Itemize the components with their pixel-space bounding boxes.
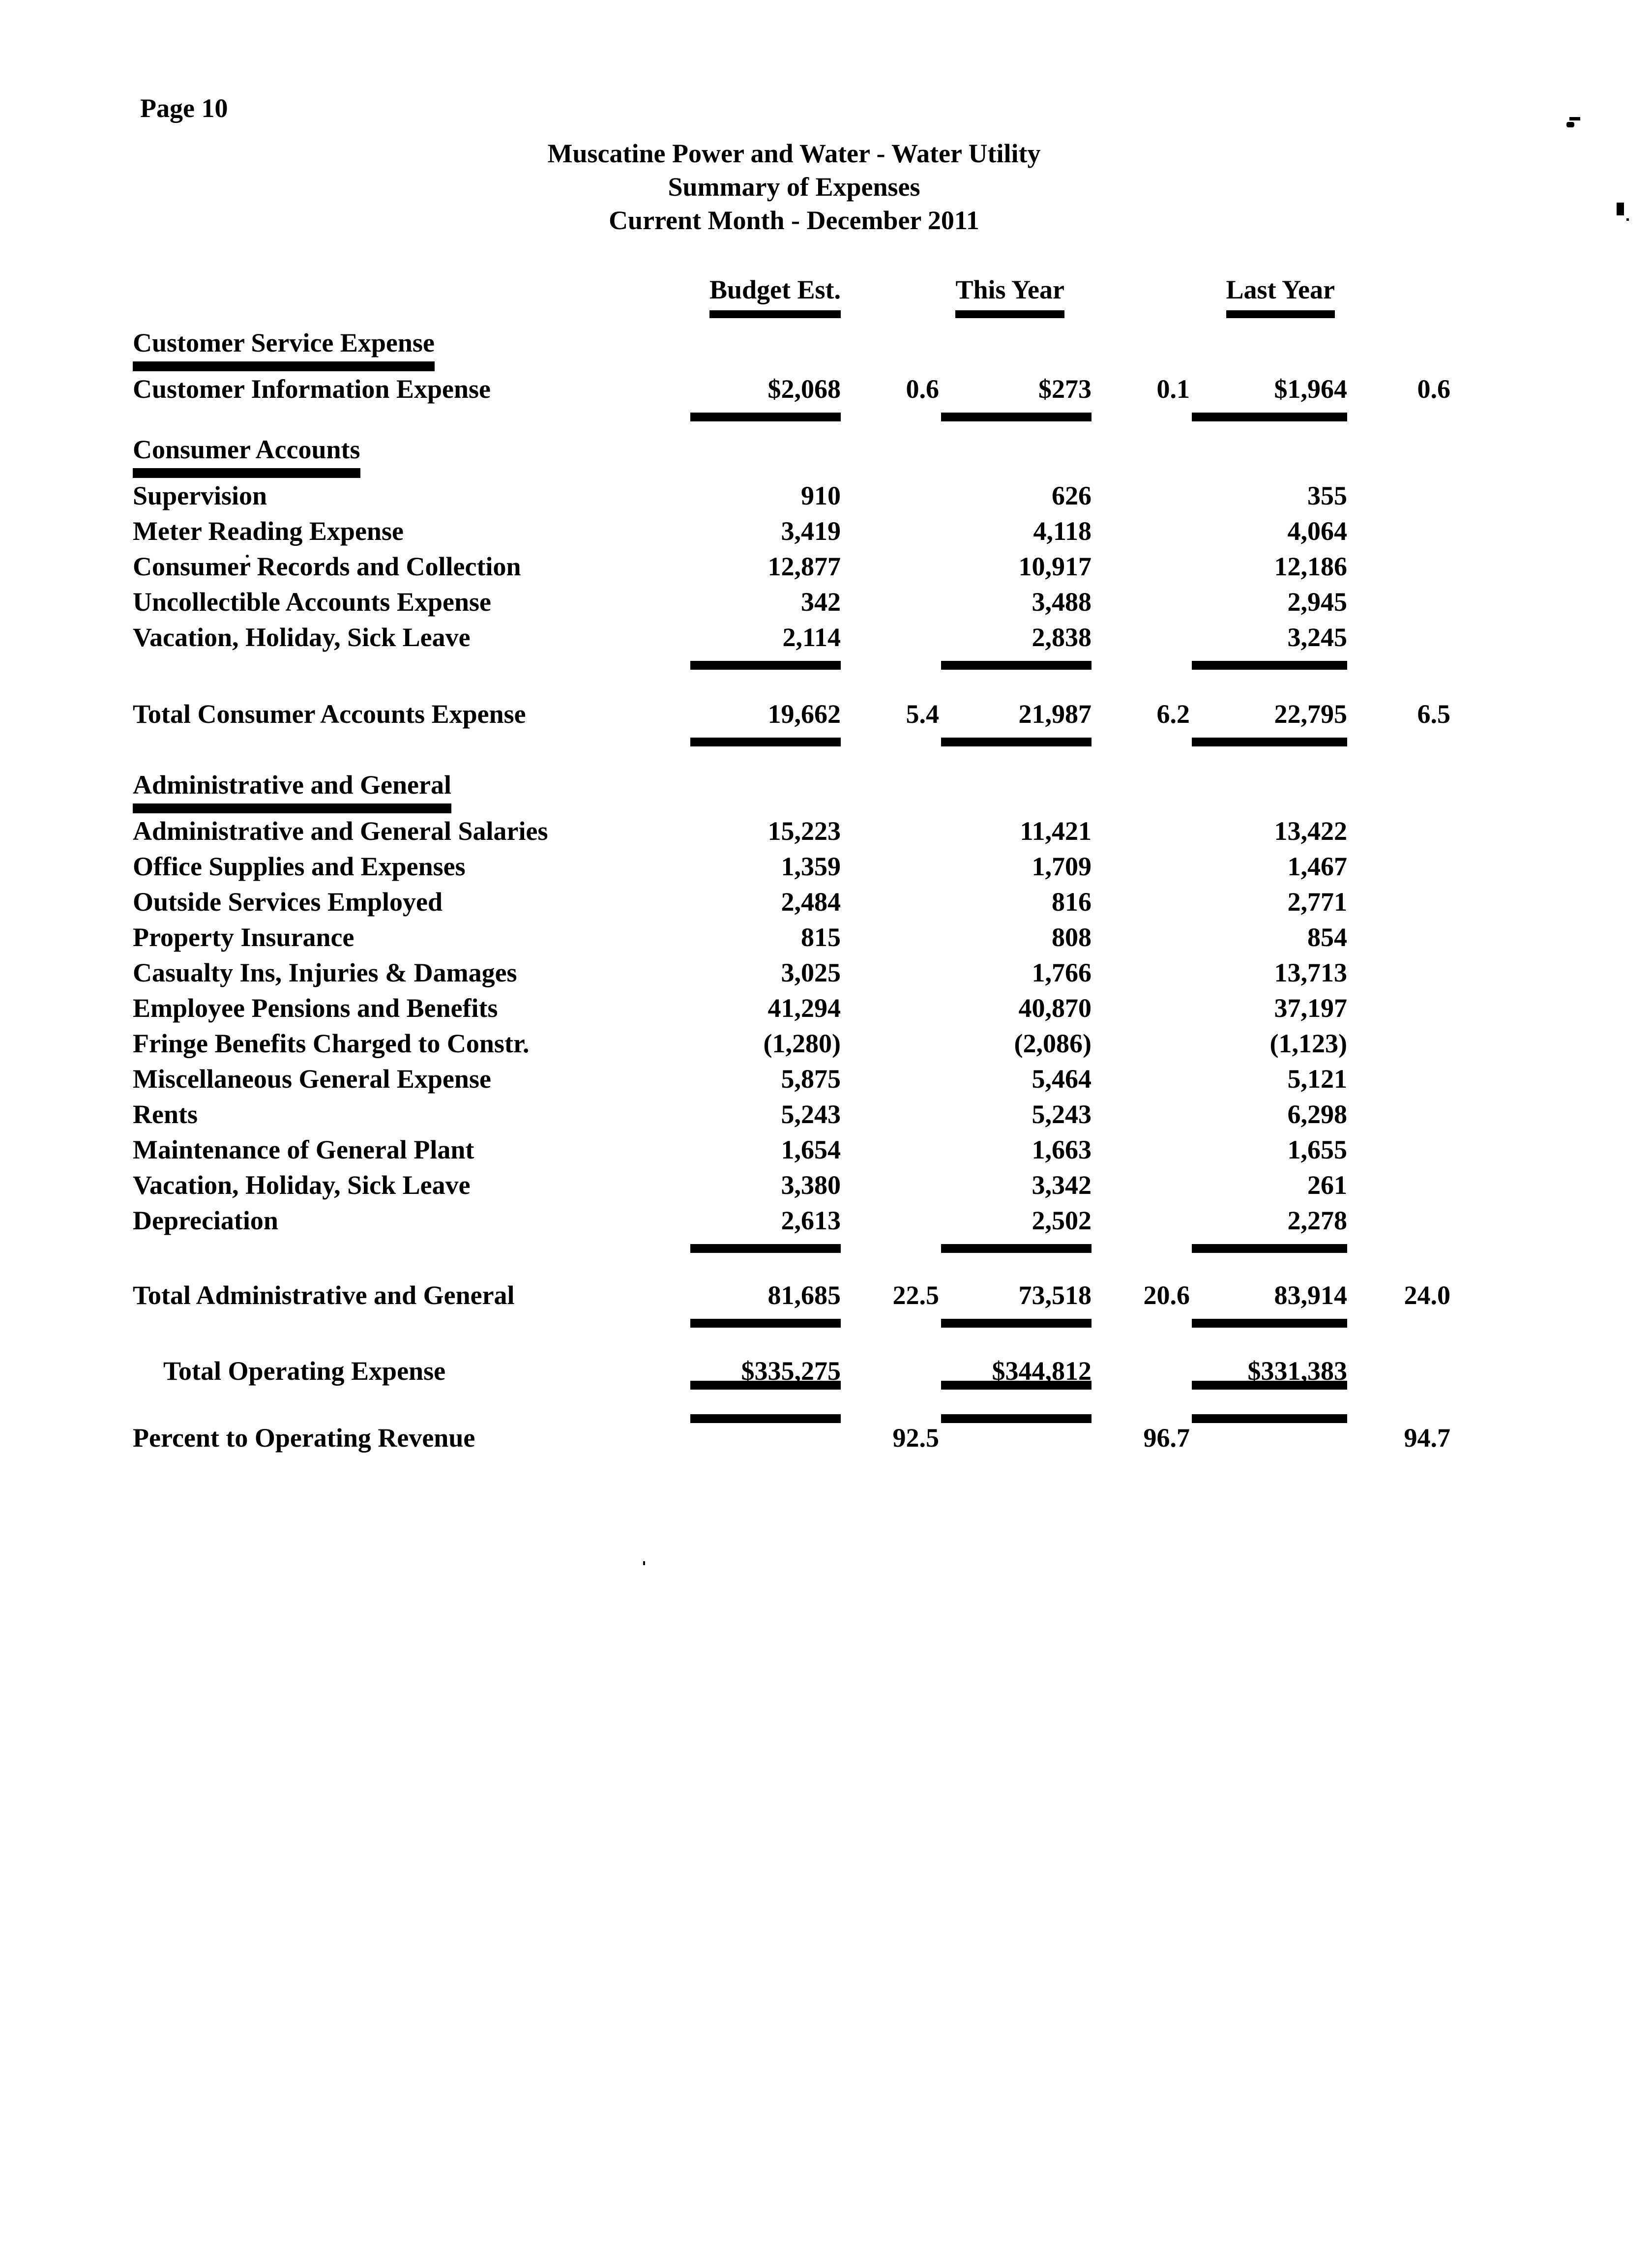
expense-label: Vacation, Holiday, Sick Leave — [133, 1170, 471, 1200]
expense-cell-v2: 1,766 — [1032, 958, 1092, 987]
total-row-consumer-accounts — [0, 696, 1652, 732]
document-subtitle: Summary of Expenses — [668, 172, 920, 202]
expense-label: Fringe Benefits Charged to Constr. — [133, 1029, 530, 1058]
total-cell-v3: 83,914 — [1190, 1278, 1347, 1313]
expense-cell-v1: 1,654 — [781, 1135, 841, 1164]
document-period: Current Month - December 2011 — [609, 206, 979, 235]
expense-row — [0, 1167, 1652, 1203]
expense-cell-v3: 13,422 — [1274, 816, 1347, 846]
expense-cell-v1: 1,359 — [781, 852, 841, 881]
expense-cell-v1: $2,068 — [688, 371, 841, 407]
percent-cell-p2: 96.7 — [1143, 1423, 1190, 1453]
expense-label: Employee Pensions and Benefits — [133, 993, 498, 1023]
section-heading-consumer-accounts — [0, 434, 1652, 478]
expense-row — [0, 478, 1652, 513]
expense-cell-v1: 815 — [801, 922, 841, 952]
total-label: Total Operating Expense — [163, 1356, 446, 1386]
expense-cell-v1: 41,294 — [767, 993, 841, 1023]
expense-label: Customer Information Expense — [133, 374, 491, 404]
expense-cell-v1: 2,484 — [781, 887, 841, 917]
page-number: Page 10 — [140, 93, 228, 123]
total-cell-p2: 6.2 — [1156, 699, 1190, 729]
expense-row — [0, 513, 1652, 549]
section-heading-text: Customer Service Expense — [133, 327, 435, 371]
total-cell-p3: 24.0 — [1404, 1280, 1450, 1310]
expense-label: Depreciation — [133, 1206, 278, 1235]
expense-cell-v2: 2,502 — [939, 1203, 1092, 1238]
total-cell-v1: $335,275 — [688, 1353, 841, 1389]
expense-cell-v2: 1,663 — [1032, 1135, 1092, 1164]
total-cell-v1: 19,662 — [688, 696, 841, 732]
expense-cell-v2: $273 — [939, 371, 1092, 407]
expense-cell-v1: 15,223 — [767, 816, 841, 846]
expense-row — [0, 1061, 1652, 1097]
expense-cell-v2: 808 — [1052, 922, 1092, 952]
percent-to-operating-revenue-row — [0, 1420, 1652, 1456]
expense-row — [0, 920, 1652, 955]
expense-row — [0, 1132, 1652, 1167]
total-cell-v3: 22,795 — [1190, 696, 1347, 732]
total-cell-v2: 73,518 — [939, 1278, 1092, 1313]
section-heading-text: Consumer Accounts — [133, 434, 360, 478]
expense-label: Outside Services Employed — [133, 887, 442, 917]
expense-cell-v2: 3,342 — [1032, 1170, 1092, 1200]
expense-cell-v3: 1,655 — [1287, 1135, 1347, 1164]
scan-artifact — [1569, 117, 1580, 120]
expense-label: Meter Reading Expense — [133, 516, 404, 546]
expense-row — [0, 813, 1652, 849]
expense-cell-v2: (2,086) — [1014, 1029, 1092, 1058]
expense-label: Rents — [133, 1099, 198, 1129]
document-page — [0, 93, 1652, 1456]
expense-cell-v1: 342 — [801, 587, 841, 617]
expense-row — [0, 955, 1652, 990]
section-heading-administrative-general — [0, 769, 1652, 813]
expense-cell-v3: 854 — [1307, 922, 1347, 952]
expense-label: Casualty Ins, Injuries & Damages — [133, 958, 517, 987]
total-cell-p1: 5.4 — [906, 699, 939, 729]
expense-label: Consumer Records and Collection — [133, 552, 521, 581]
column-header-budget-est: Budget Est. — [709, 274, 841, 318]
expense-cell-p1: 0.6 — [906, 374, 939, 404]
section-heading-customer-service — [0, 327, 1652, 371]
expense-cell-v1: 3,025 — [781, 958, 841, 987]
expense-row — [0, 1203, 1652, 1238]
expense-cell-v3: 12,186 — [1274, 552, 1347, 581]
expense-cell-v3: 1,467 — [1287, 852, 1347, 881]
expense-row — [0, 371, 1652, 407]
admin-general-rows — [0, 813, 1652, 1238]
total-cell-v3: $331,383 — [1190, 1353, 1347, 1389]
consumer-accounts-rows — [0, 478, 1652, 655]
expense-label: Property Insurance — [133, 922, 354, 952]
expense-cell-v3: 6,298 — [1287, 1099, 1347, 1129]
expense-cell-v3: 3,245 — [1190, 620, 1347, 655]
expense-label: Vacation, Holiday, Sick Leave — [133, 623, 471, 652]
total-label: Total Consumer Accounts Expense — [133, 699, 526, 729]
expense-row — [0, 549, 1652, 584]
expense-cell-v1: 3,419 — [781, 516, 841, 546]
expense-cell-v3: 355 — [1307, 481, 1347, 510]
expense-cell-v2: 5,243 — [1032, 1099, 1092, 1129]
expense-row — [0, 1026, 1652, 1061]
expense-label: Office Supplies and Expenses — [133, 852, 466, 881]
expense-cell-v2: 11,421 — [1020, 816, 1092, 846]
expense-cell-v1: 12,877 — [767, 552, 841, 581]
expense-cell-v2: 1,709 — [1032, 852, 1092, 881]
expense-cell-v2: 2,838 — [939, 620, 1092, 655]
total-row-operating-expense — [0, 1353, 1652, 1389]
expense-cell-v2: 626 — [1052, 481, 1092, 510]
expense-label: Maintenance of General Plant — [133, 1135, 474, 1164]
expense-label: Uncollectible Accounts Expense — [133, 587, 491, 617]
section-heading-text: Administrative and General — [133, 769, 451, 813]
expense-row — [0, 884, 1652, 920]
scan-artifact — [643, 1561, 645, 1565]
document-title-block — [0, 137, 1588, 237]
expense-row — [0, 990, 1652, 1026]
expense-cell-v2: 816 — [1052, 887, 1092, 917]
expense-cell-v3: 5,121 — [1287, 1064, 1347, 1094]
scan-artifact — [1626, 218, 1629, 221]
expense-cell-p2: 0.1 — [1156, 374, 1190, 404]
expense-cell-v1: 910 — [801, 481, 841, 510]
expense-row — [0, 584, 1652, 620]
expense-cell-v1: 5,875 — [781, 1064, 841, 1094]
expense-cell-v3: 4,064 — [1287, 516, 1347, 546]
expense-cell-v3: $1,964 — [1190, 371, 1347, 407]
total-cell-v1: 81,685 — [688, 1278, 841, 1313]
expense-row — [0, 620, 1652, 655]
expense-label: Miscellaneous General Expense — [133, 1064, 491, 1094]
expense-cell-v1: (1,280) — [763, 1029, 841, 1058]
expense-label: Administrative and General Salaries — [133, 816, 548, 846]
expense-cell-v2: 10,917 — [1018, 552, 1092, 581]
total-label: Total Administrative and General — [133, 1280, 515, 1310]
total-cell-p3: 6.5 — [1417, 699, 1450, 729]
expense-cell-v2: 5,464 — [1032, 1064, 1092, 1094]
expense-cell-v2: 3,488 — [1032, 587, 1092, 617]
scan-artifact — [1617, 203, 1624, 215]
expense-cell-v1: 5,243 — [781, 1099, 841, 1129]
expense-cell-v1: 2,114 — [688, 620, 841, 655]
column-header-row — [0, 274, 1652, 318]
expense-label: Supervision — [133, 481, 267, 510]
expense-cell-v2: 4,118 — [1033, 516, 1092, 546]
total-cell-v2: $344,812 — [939, 1353, 1092, 1389]
expense-cell-v1: 2,613 — [688, 1203, 841, 1238]
document-title: Muscatine Power and Water - Water Utility — [547, 139, 1041, 168]
expense-row — [0, 849, 1652, 884]
expense-cell-v3: 13,713 — [1274, 958, 1347, 987]
percent-cell-p3: 94.7 — [1404, 1423, 1450, 1453]
expense-cell-v3: 2,945 — [1287, 587, 1347, 617]
total-row-administrative-general — [0, 1278, 1652, 1313]
expense-row — [0, 1097, 1652, 1132]
total-cell-p2: 20.6 — [1143, 1280, 1190, 1310]
expense-cell-v3: 2,278 — [1190, 1203, 1347, 1238]
expense-cell-v1: 3,380 — [781, 1170, 841, 1200]
total-cell-v2: 21,987 — [939, 696, 1092, 732]
expense-cell-v3: 261 — [1307, 1170, 1347, 1200]
column-header-this-year: This Year — [955, 274, 1064, 318]
percent-cell-p1: 92.5 — [892, 1423, 939, 1453]
percent-label: Percent to Operating Revenue — [133, 1423, 475, 1453]
total-cell-p1: 22.5 — [892, 1280, 939, 1310]
expense-cell-v3: 2,771 — [1287, 887, 1347, 917]
column-header-last-year: Last Year — [1226, 274, 1335, 318]
scan-artifact — [1566, 122, 1574, 127]
expense-cell-v3: (1,123) — [1269, 1029, 1347, 1058]
expense-cell-p3: 0.6 — [1417, 374, 1450, 404]
expense-cell-v2: 40,870 — [1018, 993, 1092, 1023]
expense-cell-v3: 37,197 — [1274, 993, 1347, 1023]
